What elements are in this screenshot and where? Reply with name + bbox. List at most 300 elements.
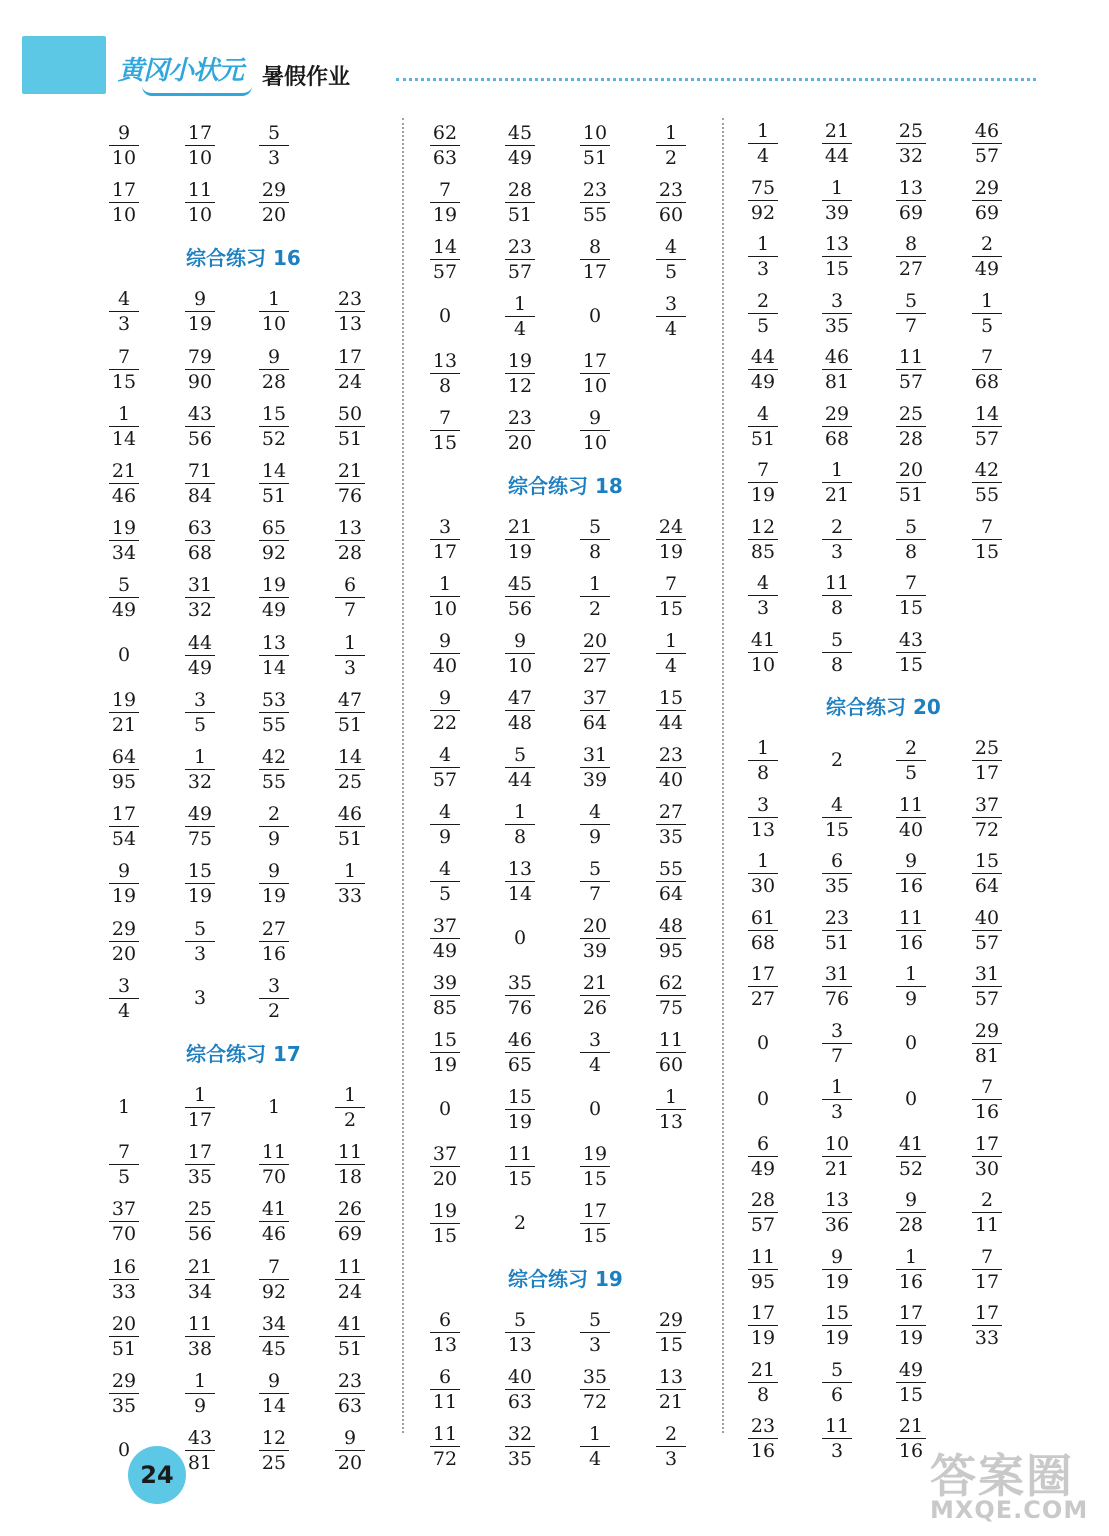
numerator: 21: [750, 1358, 776, 1381]
fraction-bar: [430, 373, 460, 374]
numerator: 1: [904, 1245, 918, 1268]
fraction-answer: [578, 350, 612, 397]
denominator: 52: [898, 1157, 924, 1180]
numerator: 14: [432, 236, 458, 258]
fraction-bar: [109, 426, 139, 427]
fraction-answer: [654, 801, 688, 848]
numerator: 19: [261, 574, 287, 597]
denominator: 39: [582, 769, 608, 791]
numerator: 5: [513, 1309, 527, 1331]
denominator: 49: [187, 656, 213, 679]
fraction-answer: [970, 516, 1004, 563]
fraction-bar: [656, 1332, 686, 1333]
denominator: 24: [337, 370, 363, 393]
fraction-bar: [185, 483, 215, 484]
numerator: 37: [111, 1198, 137, 1221]
numerator: 37: [974, 793, 1000, 816]
numerator: 63: [187, 517, 213, 540]
fraction-bar: [430, 145, 460, 146]
numerator: 1: [664, 630, 678, 652]
numerator: 21: [507, 516, 533, 538]
fraction-bar: [580, 995, 610, 996]
denominator: 49: [507, 147, 533, 169]
fraction-answer: [654, 293, 688, 340]
fraction-answer: [970, 459, 1004, 506]
fraction-answer: [746, 1133, 780, 1180]
fraction-answer: [820, 1076, 854, 1123]
fraction-bar: [748, 1382, 778, 1383]
denominator: 8: [830, 653, 844, 676]
numerator: 25: [187, 1198, 213, 1221]
fraction-bar: [822, 930, 852, 931]
numerator: 7: [664, 573, 678, 595]
fraction-bar: [822, 1212, 852, 1213]
denominator: 19: [507, 541, 533, 563]
fraction-answer: [257, 179, 291, 226]
fraction-answer: [820, 290, 854, 337]
denominator: 5: [904, 762, 918, 784]
numerator: 11: [750, 1245, 776, 1268]
fraction-bar: [748, 652, 778, 653]
fraction-bar: [822, 1043, 852, 1044]
fraction-answer: [503, 1029, 537, 1076]
numerator: 15: [507, 1086, 533, 1108]
denominator: 5: [438, 883, 452, 905]
fraction-answer: [578, 915, 612, 962]
denominator: 4: [513, 318, 527, 340]
numerator: 6: [438, 1366, 452, 1388]
numerator: 14: [974, 402, 1000, 425]
fraction-answer: [578, 801, 612, 848]
denominator: 55: [261, 713, 287, 736]
numerator: 7: [980, 1245, 994, 1268]
fraction-answer: [578, 1029, 612, 1076]
denominator: 7: [588, 883, 602, 905]
denominator: 3: [664, 1448, 678, 1470]
numerator: 48: [658, 915, 684, 937]
fraction-answer: [970, 1302, 1004, 1349]
fraction-bar: [430, 767, 460, 768]
fraction-bar: [185, 202, 215, 203]
numerator: 3: [830, 1019, 844, 1042]
fraction-answer: [183, 346, 217, 393]
fraction-bar: [896, 482, 926, 483]
fraction-bar: [896, 986, 926, 987]
numerator: 6: [343, 574, 357, 597]
denominator: 3: [756, 597, 770, 619]
numerator: 17: [750, 1302, 776, 1324]
fraction-bar: [185, 1221, 215, 1222]
fraction-bar: [185, 1393, 215, 1394]
fraction-answer: [183, 288, 217, 335]
numerator: 27: [261, 917, 287, 940]
fraction-bar: [748, 369, 778, 370]
numerator: 5: [193, 917, 207, 940]
fraction-answer: [578, 1366, 612, 1413]
fraction-answer: [746, 1189, 780, 1236]
fraction-answer: [257, 689, 291, 736]
fraction-answer: [894, 1246, 928, 1293]
fraction-answer: [503, 858, 537, 905]
fraction-bar: [185, 712, 215, 713]
denominator: 3: [588, 1334, 602, 1356]
fraction-answer: [820, 403, 854, 450]
fraction-bar: [259, 1450, 289, 1451]
numerator: 37: [582, 687, 608, 709]
fraction-bar: [822, 1382, 852, 1383]
denominator: 14: [261, 1395, 287, 1417]
fraction-answer: [820, 1415, 854, 1462]
fraction-bar: [430, 710, 460, 711]
numerator: 25: [898, 402, 924, 425]
fraction-bar: [430, 202, 460, 203]
fraction-answer: [894, 629, 928, 676]
fraction-answer: [333, 689, 367, 736]
fraction-answer: [428, 687, 462, 734]
denominator: 72: [974, 818, 1000, 841]
denominator: 68: [750, 931, 776, 954]
fraction-bar: [748, 1156, 778, 1157]
denominator: 19: [507, 1111, 533, 1133]
numerator: 25: [974, 737, 1000, 759]
fraction-answer: [970, 1133, 1004, 1180]
fraction-bar: [896, 200, 926, 201]
fraction-bar: [430, 653, 460, 654]
fraction-answer: [107, 574, 141, 621]
numerator: 42: [261, 746, 287, 768]
fraction-bar: [972, 1043, 1002, 1044]
numerator: 5: [588, 1309, 602, 1331]
fraction-answer: [428, 858, 462, 905]
fraction-answer: [107, 346, 141, 393]
numerator: 11: [187, 1312, 213, 1335]
numerator: 17: [974, 1302, 1000, 1324]
numerator: 4: [830, 793, 844, 816]
fraction-bar: [335, 369, 365, 370]
denominator: 13: [432, 1334, 458, 1356]
numerator: 55: [658, 858, 684, 880]
fraction-answer: [107, 1141, 141, 1188]
fraction-bar: [335, 1393, 365, 1394]
fraction-answer: [654, 1309, 688, 1356]
fraction-bar: [109, 597, 139, 598]
denominator: 8: [756, 1383, 770, 1406]
denominator: 92: [261, 542, 287, 565]
fraction-answer: [257, 346, 291, 393]
fraction-bar: [259, 1393, 289, 1394]
fraction-answer: [654, 1029, 688, 1076]
numerator: 6: [756, 1132, 770, 1155]
numerator: 1: [830, 459, 844, 481]
numerator: 10: [582, 122, 608, 144]
fraction-answer: [183, 460, 217, 507]
fraction-bar: [896, 1156, 926, 1157]
whole-answer: 0: [904, 1088, 918, 1110]
numerator: 23: [824, 906, 850, 929]
fraction-bar: [580, 767, 610, 768]
numerator: 19: [111, 517, 137, 540]
denominator: 7: [904, 314, 918, 337]
numerator: 45: [507, 573, 533, 595]
fraction-answer: [970, 850, 1004, 897]
fraction-answer: [257, 1313, 291, 1360]
fraction-answer: [746, 177, 780, 224]
numerator: 15: [187, 860, 213, 883]
fraction-bar: [259, 883, 289, 884]
numerator: 47: [337, 688, 363, 711]
denominator: 27: [898, 258, 924, 280]
denominator: 70: [261, 1166, 287, 1189]
numerator: 15: [974, 850, 1000, 872]
fraction-bar: [505, 202, 535, 203]
fraction-bar: [505, 373, 535, 374]
denominator: 20: [111, 942, 137, 965]
denominator: 3: [343, 656, 357, 679]
numerator: 5: [267, 122, 281, 144]
numerator: 46: [974, 120, 1000, 142]
fraction-bar: [259, 426, 289, 427]
header-dotted-rule: [396, 78, 1036, 81]
fraction-bar: [109, 145, 139, 146]
fraction-bar: [109, 540, 139, 541]
fraction-bar: [335, 1221, 365, 1222]
numerator: 9: [117, 122, 131, 144]
denominator: 10: [432, 598, 458, 620]
denominator: 57: [898, 371, 924, 393]
denominator: 16: [974, 1101, 1000, 1123]
numerator: 44: [187, 631, 213, 654]
numerator: 1: [904, 963, 918, 985]
denominator: 92: [750, 201, 776, 224]
fraction-answer: [428, 630, 462, 677]
fraction-answer: [107, 860, 141, 907]
fraction-bar: [656, 710, 686, 711]
fraction-answer: [820, 233, 854, 280]
numerator: 62: [432, 122, 458, 144]
denominator: 25: [261, 1452, 287, 1475]
fraction-bar: [748, 1438, 778, 1439]
brand-logo: 黄冈小状元: [118, 56, 244, 86]
fraction-bar: [580, 881, 610, 882]
denominator: 56: [507, 598, 533, 620]
fraction-bar: [822, 1099, 852, 1100]
fraction-answer: [970, 963, 1004, 1010]
fraction-bar: [896, 369, 926, 370]
fraction-bar: [109, 1336, 139, 1337]
numerator: 64: [111, 746, 137, 768]
fraction-bar: [896, 760, 926, 761]
denominator: 20: [337, 1452, 363, 1475]
numerator: 41: [898, 1132, 924, 1155]
fraction-answer: [107, 122, 141, 169]
numerator: 3: [193, 688, 207, 711]
denominator: 10: [187, 147, 213, 169]
numerator: 29: [658, 1309, 684, 1331]
denominator: 57: [974, 931, 1000, 954]
numerator: 31: [824, 963, 850, 985]
fraction-bar: [896, 930, 926, 931]
denominator: 51: [898, 484, 924, 506]
denominator: 5: [980, 314, 994, 337]
fraction-bar: [505, 1052, 535, 1053]
fraction-bar: [748, 426, 778, 427]
fraction-answer: [970, 346, 1004, 393]
fraction-bar: [580, 1223, 610, 1224]
fraction-bar: [580, 710, 610, 711]
denominator: 95: [658, 940, 684, 962]
fraction-answer: [894, 737, 928, 784]
fraction-bar: [430, 539, 460, 540]
fraction-answer: [107, 1256, 141, 1303]
fraction-bar: [972, 1269, 1002, 1270]
numerator: 17: [750, 963, 776, 985]
fraction-answer: [183, 403, 217, 450]
numerator: 3: [830, 289, 844, 312]
denominator: 95: [750, 1270, 776, 1293]
denominator: 92: [261, 1280, 287, 1303]
fraction-bar: [109, 1221, 139, 1222]
fraction-bar: [656, 145, 686, 146]
denominator: 95: [111, 771, 137, 793]
fraction-answer: [894, 963, 928, 1010]
fraction-answer: [428, 573, 462, 620]
watermark-url: MXQE.COM: [930, 1496, 1089, 1524]
denominator: 9: [267, 828, 281, 851]
denominator: 57: [432, 769, 458, 791]
denominator: 9: [438, 826, 452, 848]
fraction-bar: [335, 597, 365, 598]
numerator: 23: [658, 744, 684, 766]
fraction-bar: [748, 200, 778, 201]
numerator: 9: [267, 860, 281, 883]
denominator: 3: [830, 1440, 844, 1462]
numerator: 17: [187, 122, 213, 144]
numerator: 5: [904, 515, 918, 538]
numerator: 7: [980, 1076, 994, 1098]
numerator: 49: [187, 803, 213, 826]
fraction-bar: [580, 539, 610, 540]
fraction-answer: [333, 1084, 367, 1131]
numerator: 71: [187, 460, 213, 482]
numerator: 37: [432, 1143, 458, 1165]
denominator: 15: [432, 432, 458, 454]
denominator: 13: [507, 1334, 533, 1356]
fraction-answer: [746, 459, 780, 506]
fraction-bar: [580, 1446, 610, 1447]
denominator: 19: [750, 484, 776, 506]
denominator: 65: [507, 1054, 533, 1076]
denominator: 32: [898, 145, 924, 167]
fraction-answer: [820, 572, 854, 619]
denominator: 19: [261, 885, 287, 908]
denominator: 10: [111, 204, 137, 227]
denominator: 2: [588, 598, 602, 620]
numerator: 14: [337, 746, 363, 768]
whole-answer: 0: [438, 1098, 452, 1120]
fraction-bar: [656, 938, 686, 939]
fraction-answer: [746, 907, 780, 954]
numerator: 35: [507, 972, 533, 994]
numerator: 20: [582, 630, 608, 652]
fraction-bar: [972, 482, 1002, 483]
fraction-answer: [654, 573, 688, 620]
numerator: 23: [507, 236, 533, 258]
fraction-bar: [259, 826, 289, 827]
numerator: 46: [337, 803, 363, 826]
fraction-answer: [970, 120, 1004, 167]
denominator: 13: [337, 313, 363, 336]
fraction-answer: [970, 794, 1004, 841]
denominator: 51: [261, 485, 287, 507]
fraction-bar: [505, 995, 535, 996]
fraction-bar: [580, 653, 610, 654]
fraction-answer: [654, 1423, 688, 1470]
denominator: 49: [974, 258, 1000, 280]
whole-answer: 0: [756, 1031, 770, 1054]
fraction-bar: [109, 826, 139, 827]
fraction-answer: [107, 975, 141, 1022]
numerator: 8: [588, 236, 602, 258]
denominator: 49: [261, 599, 287, 622]
fraction-bar: [822, 482, 852, 483]
denominator: 33: [111, 1280, 137, 1303]
watermark-text: 答案圈: [930, 1449, 1074, 1503]
fraction-bar: [185, 826, 215, 827]
fraction-answer: [333, 1427, 367, 1474]
denominator: 24: [337, 1280, 363, 1303]
fraction-bar: [335, 1107, 365, 1108]
denominator: 4: [588, 1054, 602, 1076]
numerator: 1: [513, 801, 527, 823]
fraction-bar: [109, 1393, 139, 1394]
fraction-answer: [257, 517, 291, 564]
fraction-bar: [185, 145, 215, 146]
fraction-bar: [822, 539, 852, 540]
denominator: 35: [111, 1395, 137, 1417]
numerator: 7: [756, 459, 770, 481]
fraction-answer: [578, 1143, 612, 1190]
fraction-answer: [333, 517, 367, 564]
fraction-answer: [503, 1309, 537, 1356]
fraction-bar: [822, 1269, 852, 1270]
fraction-answer: [820, 1189, 854, 1236]
fraction-bar: [822, 426, 852, 427]
numerator: 11: [898, 346, 924, 368]
fraction-answer: [894, 1133, 928, 1180]
fraction-bar: [505, 1109, 535, 1110]
fraction-answer: [257, 918, 291, 965]
numerator: 15: [824, 1302, 850, 1324]
fraction-answer: [746, 850, 780, 897]
fraction-bar: [335, 883, 365, 884]
numerator: 42: [974, 459, 1000, 481]
fraction-bar: [259, 540, 289, 541]
numerator: 17: [111, 179, 137, 202]
denominator: 21: [658, 1391, 684, 1413]
denominator: 68: [824, 427, 850, 450]
denominator: 51: [337, 828, 363, 851]
denominator: 3: [193, 942, 207, 965]
fraction-answer: [107, 918, 141, 965]
fraction-bar: [656, 767, 686, 768]
fraction-bar: [896, 873, 926, 874]
fraction-answer: [746, 629, 780, 676]
denominator: 32: [187, 771, 213, 793]
numerator: 53: [261, 688, 287, 711]
fraction-answer: [428, 236, 462, 283]
denominator: 22: [432, 712, 458, 734]
fraction-answer: [428, 350, 462, 397]
